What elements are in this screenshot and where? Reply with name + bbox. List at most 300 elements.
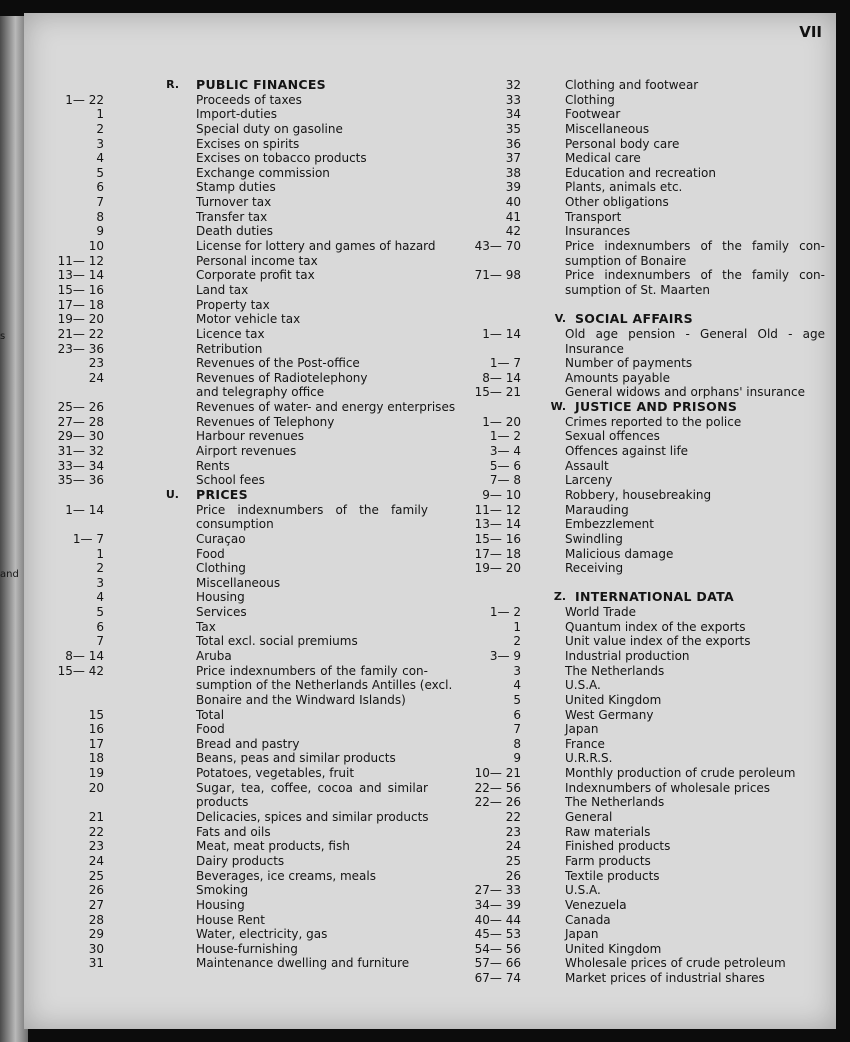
index-entry (456, 708, 834, 723)
table-range: 35 (505, 121, 521, 136)
table-range: 18 (88, 751, 104, 766)
table-range: 34— 39 (474, 897, 521, 912)
table-range: 36 (505, 136, 521, 151)
entry-title: Embezzlement (565, 517, 654, 532)
index-entry (44, 678, 456, 693)
entry-title: Japan (565, 722, 599, 737)
index-entry (44, 547, 456, 562)
index-entry (44, 429, 456, 444)
table-range: 15— 16 (474, 531, 521, 546)
index-entry (44, 532, 456, 547)
entry-title: Clothing (196, 561, 246, 576)
index-entry (456, 93, 834, 108)
entry-title: Total (196, 707, 225, 722)
index-entry (456, 693, 834, 708)
entry-title: products (196, 795, 249, 810)
entry-title: Services (196, 605, 247, 620)
gutter-mark: and (0, 569, 19, 580)
entry-title: Insurances (565, 224, 631, 239)
entry-title: Plants, animals etc. (565, 180, 683, 195)
table-range: 23 (88, 839, 104, 854)
table-range: 1— 2 (489, 605, 521, 620)
table-range: 24 (88, 370, 104, 385)
index-entry (456, 547, 834, 562)
entry-title: Canada (565, 912, 611, 927)
entry-title: Unit value index of the exports (565, 634, 751, 649)
entry-title: United Kingdom (565, 692, 662, 707)
index-entry (44, 722, 456, 737)
table-range: 5 (96, 165, 104, 180)
index-entry (456, 356, 834, 371)
section-letter: V. (554, 312, 566, 326)
entry-title: Revenues of water- and energy enterprises (196, 400, 456, 415)
index-entry (456, 649, 834, 664)
table-range: 28 (88, 912, 104, 927)
table-range: 9— 10 (482, 487, 521, 502)
table-range: 45— 53 (474, 927, 521, 942)
entry-title: consumption (196, 517, 274, 532)
table-range: 6 (96, 180, 104, 195)
entry-title: Special duty on gasoline (196, 121, 343, 136)
index-entry (456, 503, 834, 518)
table-range: 40— 44 (474, 912, 521, 927)
index-entry (456, 459, 834, 474)
index-entry (44, 224, 456, 239)
entry-title: Venezuela (565, 897, 627, 912)
table-range: 2 (96, 121, 104, 136)
section-heading (44, 78, 456, 93)
entry-title: Price indexnumbers of the family con- (565, 239, 825, 254)
entry-title: Monthly production of crude peroleum (565, 766, 796, 781)
entry-title: Housing (196, 897, 245, 912)
table-range: 5 (96, 605, 104, 620)
table-range: 24 (88, 853, 104, 868)
index-entry (44, 473, 456, 488)
index-entry (456, 913, 834, 928)
table-range: 1— 22 (65, 92, 104, 107)
table-range: 4 (96, 151, 104, 166)
entry-title: Total excl. social premiums (196, 634, 358, 649)
index-entry (44, 649, 456, 664)
section-title: SOCIAL AFFAIRS (575, 311, 693, 327)
entry-title: Price indexnumbers of the family con- (565, 268, 825, 283)
index-entry (44, 634, 456, 649)
table-range: 7 (96, 195, 104, 210)
index-entry (456, 517, 834, 532)
table-range: 25 (88, 868, 104, 883)
entry-title: Revenues of the Post-office (196, 356, 360, 371)
index-entry (44, 371, 456, 386)
table-range: 1— 2 (489, 429, 521, 444)
index-entry (456, 137, 834, 152)
table-range: 34 (505, 107, 521, 122)
index-entry (456, 107, 834, 122)
entry-title: Swindling (565, 531, 623, 546)
table-range: 15— 16 (57, 282, 104, 297)
table-range: 3 (96, 575, 104, 590)
entry-title: Meat, meat products, fish (196, 839, 350, 854)
section-title: JUSTICE AND PRISONS (575, 399, 738, 415)
table-range: 41 (505, 209, 521, 224)
index-entry (456, 576, 834, 591)
table-range (456, 298, 521, 313)
index-entry (44, 781, 456, 796)
entry-title: House Rent (196, 912, 265, 927)
entry-title: Corporate profit tax (196, 268, 315, 283)
table-range: 11— 12 (57, 253, 104, 268)
table-range (456, 576, 521, 591)
index-entry (44, 137, 456, 152)
entry-title: sumption of Bonaire (565, 253, 687, 268)
entry-title: Industrial production (565, 648, 690, 663)
table-range: 11— 12 (474, 502, 521, 517)
table-range: 1 (96, 546, 104, 561)
table-range: 1— 14 (482, 326, 521, 341)
entry-title: Turnover tax (196, 195, 272, 210)
section-letter: Z. (553, 590, 566, 604)
entry-title: Clothing and footwear (565, 78, 699, 92)
entry-title: Delicacies, spices and similar products (196, 810, 429, 825)
entry-title: Sexual offences (565, 429, 660, 444)
index-entry (456, 664, 834, 679)
table-range: 7 (513, 722, 521, 737)
entry-title: U.S.A. (565, 678, 601, 693)
table-range: 33 (505, 92, 521, 107)
index-entry (456, 122, 834, 137)
table-range: 13— 14 (57, 268, 104, 283)
section-letter: U. (165, 487, 179, 501)
entry-title: Market prices of industrial shares (565, 971, 765, 986)
table-range: 27— 33 (474, 883, 521, 898)
entry-title: Wholesale prices of crude petroleum (565, 956, 786, 971)
index-entry (456, 839, 834, 854)
entry-title: U.R.R.S. (565, 751, 613, 766)
entry-title: Clothing (565, 92, 615, 107)
table-range: 1— 20 (482, 414, 521, 429)
table-range: 15— 42 (57, 663, 104, 678)
entry-title: Property tax (196, 297, 270, 312)
index-entry (44, 444, 456, 459)
table-range: 23 (88, 356, 104, 371)
table-range: 1— 7 (72, 531, 104, 546)
table-range: 22 (88, 824, 104, 839)
index-entry (456, 342, 834, 357)
table-range: 3 (96, 136, 104, 151)
index-entry (44, 385, 456, 400)
entry-title: Insurance (565, 341, 624, 356)
table-range: 4 (96, 590, 104, 605)
table-range: 1 (96, 107, 104, 122)
table-range: 9 (513, 751, 521, 766)
entry-title: Offences against life (565, 444, 689, 459)
index-entry (44, 854, 456, 869)
index-entry (456, 224, 834, 239)
entry-title: Miscellaneous (196, 575, 281, 590)
index-entry (44, 166, 456, 181)
table-range: 17— 18 (474, 546, 521, 561)
entry-title: School fees (196, 473, 265, 488)
entry-title: sumption of St. Maarten (565, 282, 710, 297)
table-range: 1 (513, 619, 521, 634)
entry-title: Import-duties (196, 107, 278, 122)
entry-title: Housing (196, 590, 245, 605)
entry-title: Transport (565, 209, 622, 224)
index-entry (44, 254, 456, 269)
left-column (44, 78, 456, 971)
table-range: 1— 7 (489, 356, 521, 371)
table-range: 19— 20 (57, 312, 104, 327)
index-entry (44, 342, 456, 357)
index-entry (44, 210, 456, 225)
entry-title: Potatoes, vegetables, fruit (196, 766, 355, 781)
index-entry (44, 693, 456, 708)
index-entry (456, 751, 834, 766)
table-range: 21 (88, 810, 104, 825)
entry-title: Excises on tobacco products (196, 151, 367, 166)
index-entry (456, 473, 834, 488)
entry-title: Marauding (565, 502, 629, 517)
entry-title: Quantum index of the exports (565, 619, 746, 634)
index-entry (44, 93, 456, 108)
entry-title: Beverages, ice creams, meals (196, 868, 376, 883)
entry-title: Water, electricity, gas (196, 927, 328, 942)
page-number: VII (799, 23, 822, 41)
entry-title: Assault (565, 458, 609, 473)
entry-title: Japan (565, 927, 599, 942)
entry-title: Excises on spirits (196, 136, 300, 151)
index-entry (44, 268, 456, 283)
right-column (456, 78, 834, 986)
index-entry (456, 795, 834, 810)
table-range (44, 385, 104, 400)
table-range: 57— 66 (474, 956, 521, 971)
entry-title: Number of payments (565, 356, 693, 371)
index-entry (456, 620, 834, 635)
index-entry (44, 927, 456, 942)
entry-title: Stamp duties (196, 180, 276, 195)
entry-title: Other obligations (565, 195, 669, 210)
section-title: PRICES (196, 486, 248, 502)
entry-title: Amounts payable (565, 370, 670, 385)
index-entry (456, 869, 834, 884)
table-range: 10 (88, 239, 104, 254)
index-entry (456, 166, 834, 181)
table-range (44, 678, 104, 693)
index-entry (44, 956, 456, 971)
table-range: 22— 26 (474, 795, 521, 810)
entry-title: The Netherlands (565, 795, 665, 810)
index-entry (456, 239, 834, 254)
entry-title: Sugar, tea, coffee, cocoa and similar (196, 780, 428, 795)
entry-title: Miscellaneous (565, 121, 650, 136)
table-range: 6 (513, 707, 521, 722)
index-entry (44, 605, 456, 620)
table-range: 9 (96, 224, 104, 239)
index-entry (44, 795, 456, 810)
table-range: 20 (88, 780, 104, 795)
section-title: INTERNATIONAL DATA (575, 589, 734, 605)
entry-title: and telegraphy office (196, 385, 325, 400)
index-entry (44, 298, 456, 313)
index-entry (44, 751, 456, 766)
index-entry (44, 151, 456, 166)
entry-title: Tax (196, 619, 216, 634)
index-entry (44, 664, 456, 679)
entry-title: General widows and orphans' insurance (565, 385, 805, 400)
table-range: 31— 32 (57, 444, 104, 459)
table-range (44, 517, 104, 532)
entry-title: Beans, peas and similar products (196, 751, 396, 766)
entry-title: The Netherlands (565, 663, 665, 678)
entry-title: sumption of the Netherlands Antilles (excl. (196, 678, 453, 693)
table-range: 19— 20 (474, 561, 521, 576)
table-range: 38 (505, 165, 521, 180)
table-range: 26 (505, 868, 521, 883)
section-heading (456, 590, 834, 605)
index-entry (456, 429, 834, 444)
entry-title: Footwear (565, 107, 621, 122)
table-range: 24 (505, 839, 521, 854)
index-entry (456, 327, 834, 342)
entry-title: Raw materials (565, 824, 651, 839)
index-entry (456, 634, 834, 649)
table-range: 40 (505, 195, 521, 210)
entry-title: General (565, 810, 613, 825)
index-entry (44, 400, 456, 415)
entry-title: Medical care (565, 151, 641, 166)
entry-title: Transfer tax (196, 209, 268, 224)
index-entry (44, 239, 456, 254)
index-entry (44, 825, 456, 840)
entry-title: Finished products (565, 839, 671, 854)
entry-title: Bonaire and the Windward Islands) (196, 692, 406, 707)
section-letter: R. (166, 78, 179, 91)
index-entry (44, 913, 456, 928)
entry-title: Crimes reported to the police (565, 414, 742, 429)
entry-title: World Trade (565, 605, 637, 620)
table-range: 19 (88, 766, 104, 781)
index-entry (44, 122, 456, 137)
table-range (456, 283, 521, 298)
index-entry (456, 766, 834, 781)
table-range: 5 (513, 692, 521, 707)
entry-title: Indexnumbers of wholesale prices (565, 780, 771, 795)
index-entry (44, 810, 456, 825)
section-title: PUBLIC FINANCES (196, 77, 326, 92)
index-entry (456, 371, 834, 386)
table-range: 15— 21 (474, 385, 521, 400)
index-entry (456, 883, 834, 898)
table-range: 2 (513, 634, 521, 649)
entry-title: Food (196, 546, 225, 561)
entry-title (565, 576, 825, 591)
index-entry (44, 459, 456, 474)
index-entry (44, 942, 456, 957)
table-range: 67— 74 (474, 971, 521, 986)
table-range: 21— 22 (57, 326, 104, 341)
index-entry (44, 107, 456, 122)
section-heading (44, 488, 456, 503)
entry-title: Airport revenues (196, 444, 297, 459)
table-range: 37 (505, 151, 521, 166)
index-entry (456, 956, 834, 971)
table-range: 6 (96, 619, 104, 634)
entry-title: Retribution (196, 341, 263, 356)
document-page (24, 13, 836, 1029)
table-range: 23— 36 (57, 341, 104, 356)
gutter-mark: s (0, 331, 6, 342)
entry-title: France (565, 736, 605, 751)
index-entry (456, 927, 834, 942)
table-range: 10— 21 (474, 766, 521, 781)
entry-title: Textile products (565, 868, 660, 883)
entry-title: Price indexnumbers of the family (196, 502, 428, 517)
table-range: 71— 98 (474, 268, 521, 283)
section-letter: W. (550, 400, 566, 414)
entry-title: Education and recreation (565, 165, 716, 180)
table-range: 30 (88, 941, 104, 956)
index-entry (456, 268, 834, 283)
entry-title: Receiving (565, 561, 624, 576)
table-range: 29— 30 (57, 429, 104, 444)
table-range: 54— 56 (474, 941, 521, 956)
table-range: 8— 14 (482, 370, 521, 385)
entry-title: Food (196, 722, 225, 737)
table-range: 39 (505, 180, 521, 195)
entry-title: Smoking (196, 883, 249, 898)
entry-title: Maintenance dwelling and furniture (196, 956, 410, 971)
entry-title: Rents (196, 458, 230, 473)
table-range: 1— 14 (65, 502, 104, 517)
entry-title: License for lottery and games of hazard (196, 239, 436, 254)
table-range: 31 (88, 956, 104, 971)
index-entry (44, 312, 456, 327)
index-entry (456, 210, 834, 225)
index-entry (44, 708, 456, 723)
table-range: 17 (88, 736, 104, 751)
entry-title: Old age pension - General Old - age (565, 326, 825, 341)
table-range: 27 (88, 897, 104, 912)
table-range: 7 (96, 634, 104, 649)
index-entry (456, 854, 834, 869)
table-range: 8 (513, 736, 521, 751)
table-range: 42 (505, 224, 521, 239)
index-entry (44, 356, 456, 371)
index-entry (456, 825, 834, 840)
index-entry (456, 283, 834, 298)
index-entry (44, 883, 456, 898)
table-range (44, 693, 104, 708)
entry-title: West Germany (565, 707, 654, 722)
index-entry (456, 385, 834, 400)
table-range: 8 (96, 209, 104, 224)
index-entry (456, 195, 834, 210)
index-entry (44, 576, 456, 591)
table-range: 2 (96, 561, 104, 576)
entry-title: Price indexnumbers of the family con- (196, 663, 428, 678)
table-range: 32 (505, 78, 521, 92)
index-entry (456, 942, 834, 957)
table-range (44, 795, 104, 810)
entry-title: Aruba (196, 648, 232, 663)
table-range: 13— 14 (474, 517, 521, 532)
entry-title: United Kingdom (565, 941, 662, 956)
entry-title: Revenues of Telephony (196, 414, 335, 429)
index-entry (44, 620, 456, 635)
entry-title: Fats and oils (196, 824, 271, 839)
index-entry (44, 766, 456, 781)
index-entry (44, 415, 456, 430)
